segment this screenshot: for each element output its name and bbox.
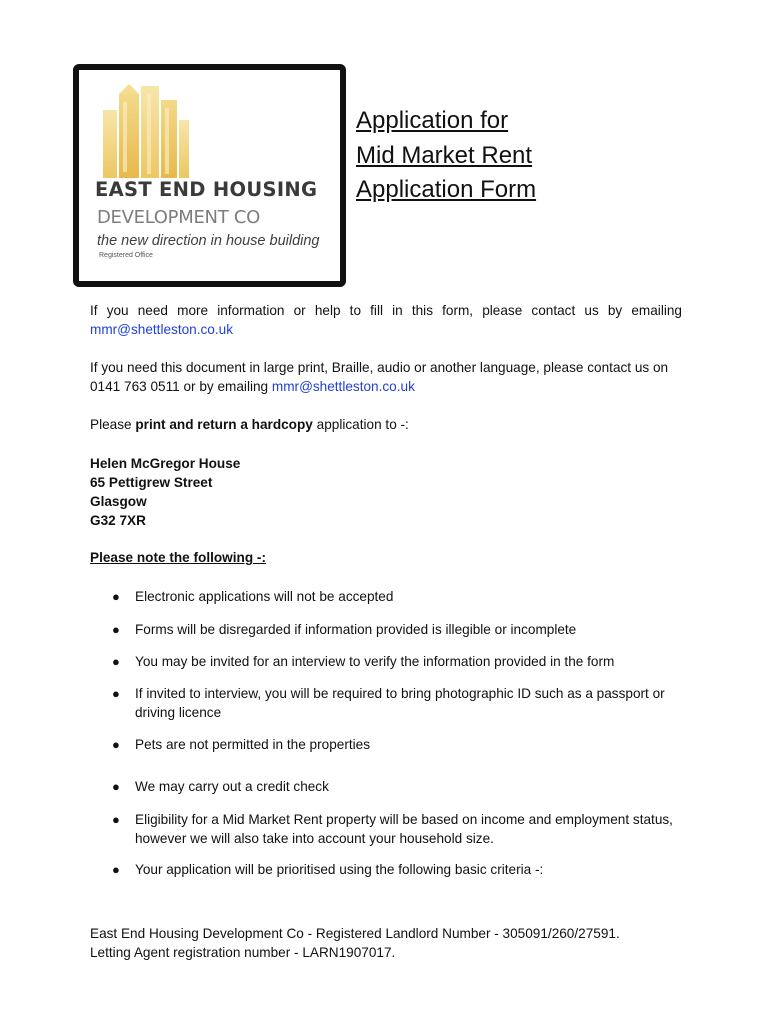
footer-letting-agent: Letting Agent registration number - LARN1907017. xyxy=(90,945,396,960)
large-print-text: If you need this document in large print, Braille, audio or another language, please contact us on xyxy=(90,360,669,375)
help-text: If you need more information or help to fill in this form, please contact us by emailing xyxy=(90,303,682,318)
address-line: 65 Pettigrew Street xyxy=(90,475,213,490)
large-print-email-link[interactable]: mmr@shettleston.co.uk xyxy=(271,379,415,394)
bullet-icon: ● xyxy=(112,654,120,669)
help-email-link[interactable]: mmr@shettleston.co.uk xyxy=(90,322,233,337)
return-prefix: Please xyxy=(90,417,132,432)
title-line-1: Application for xyxy=(356,107,509,134)
list-item-text: You may be invited for an interview to verify the information provided in the form xyxy=(135,654,615,669)
bullet-icon: ● xyxy=(112,737,120,752)
list-item xyxy=(110,810,685,848)
return-bold-text: print and return a hardcopy xyxy=(135,417,313,432)
buildings-logo-icon xyxy=(101,80,191,180)
return-address xyxy=(90,454,240,530)
list-item-text: We may carry out a credit check xyxy=(135,779,329,794)
list-item-text: Your application will be prioritised using the following basic criteria -: xyxy=(135,862,544,877)
logo-registered-office: Registered Office xyxy=(99,252,153,259)
list-item-text: If invited to interview, you will be required to bring photographic ID such as a passport or driving licence xyxy=(135,686,665,720)
list-item xyxy=(110,735,685,754)
list-item xyxy=(110,684,685,722)
address-line: G32 7XR xyxy=(90,513,146,528)
bullet-icon: ● xyxy=(112,812,120,827)
list-item xyxy=(110,620,685,639)
bullet-icon: ● xyxy=(112,862,120,877)
address-line: Glasgow xyxy=(90,494,147,509)
company-logo xyxy=(73,64,346,287)
bullet-icon: ● xyxy=(112,686,120,701)
title-line-3: Application Form xyxy=(356,176,537,203)
footer-landlord-number: East End Housing Development Co - Registered Landlord Number - 305091/260/27591. xyxy=(90,926,620,941)
list-item xyxy=(110,860,685,879)
list-item-text: Pets are not permitted in the properties xyxy=(135,737,370,752)
logo-subtitle: DEVELOPMENT CO xyxy=(97,207,260,228)
list-item-text: Eligibility for a Mid Market Rent property will be based on income and employment status, however we will also take into account your household size. xyxy=(135,812,673,846)
list-item-text: Electronic applications will not be accepted xyxy=(135,589,394,604)
list-item-text: Forms will be disregarded if information provided is illegible or incomplete xyxy=(135,622,577,637)
phone-text: 0141 763 0511 or by emailing xyxy=(90,379,269,394)
bullet-icon: ● xyxy=(112,779,120,794)
return-paragraph xyxy=(90,415,682,434)
large-print-paragraph xyxy=(90,358,682,396)
return-suffix: application to -: xyxy=(316,417,409,432)
title-line-2: Mid Market Rent xyxy=(356,141,533,169)
bullet-icon: ● xyxy=(112,589,120,604)
address-line: Helen McGregor House xyxy=(90,456,241,471)
logo-tagline: the new direction in house building xyxy=(97,233,320,249)
logo-company-name: EAST END HOUSING xyxy=(95,178,318,201)
list-item xyxy=(110,587,685,606)
help-paragraph xyxy=(90,301,682,339)
page-footer xyxy=(90,924,620,962)
notes-heading: Please note the following -: xyxy=(90,550,266,565)
list-item xyxy=(110,777,685,796)
list-item xyxy=(110,652,685,671)
page-title xyxy=(356,104,536,208)
bullet-icon: ● xyxy=(112,622,120,637)
